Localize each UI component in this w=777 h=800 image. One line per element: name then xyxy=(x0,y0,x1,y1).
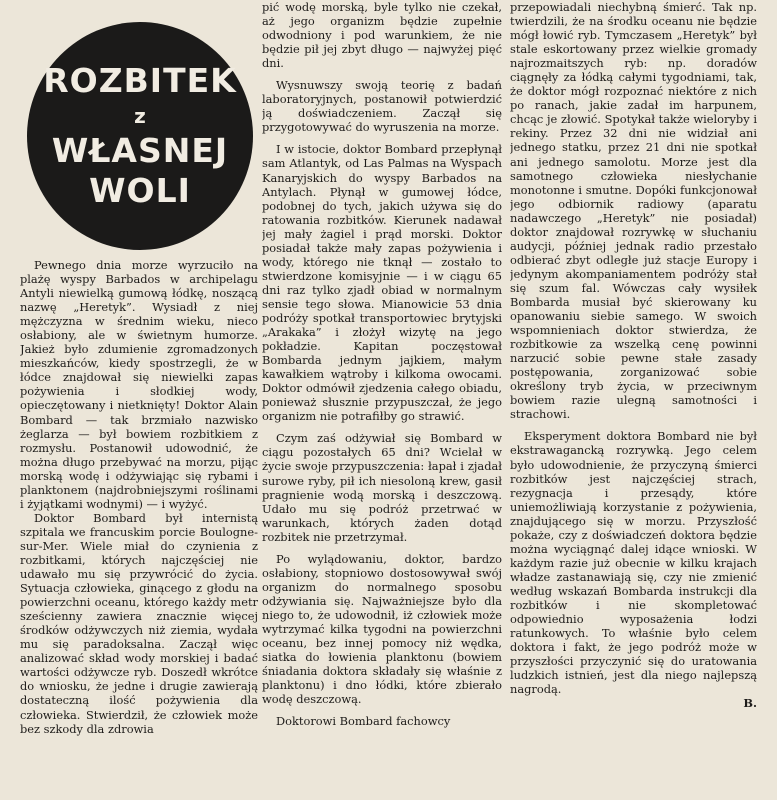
article-column-1 xyxy=(20,258,258,798)
headline-line-4: WOLI xyxy=(89,171,191,210)
paragraph: Doktorowi Bombard fachowcy xyxy=(276,714,451,729)
paragraph: pić wodę morską, byle tylko nie czekał, aż jego organizm będzie zupełnie odwodniony i pod warunkiem, że nie będzie pił jej zbyt długo — najwyżej pięć dni. xyxy=(262,0,502,71)
paragraph: Po wylądowaniu, doktor, bardzo osłabiony, stopniowo dostosowywał swój organizm do normalnego sposobu odżywiania się. Najważniejsze było dla niego to, że udowodnił, iż człowiek może wytrzymać kilka tygodni na powierzchni oceanu, bez innej pomocy niż wędka, siatka do łowienia planktonu (bowiem śniadania doktora składały się właśnie z planktonu) i dno łódki, które zbierało wodę deszczową. xyxy=(262,551,502,707)
paragraph: I w istocie, doktor Bombard przepłynął sam Atlantyk, od Las Palmas na Wyspach Kanaryjskich do wyspy Barbados na Antylach. Płynął w gumowej łódce, podobnej do tych, jakich używa się do ratowania rozbitków. Kierunek nadawał jej mały żagiel i prąd morski. Doktor posiadał także mały zapas pożywienia i wody, którego nie tknął — zostało to stwierdzone komisyjnie — i w ciągu 65 dni raz tylko zjadł obiad w normalnym sensie tego słowa. Mianowicie 53 dnia podróży spotkał transportowiec brytyjski „Arakaka” i złożył wizytę na jego pokładzie. Kapitan poczęstował Bombarda jednym jajkiem, małym kawałkiem wątroby i kilkoma owocami. Doktor odmówił zjedzenia całego obiadu, ponieważ słusznie przypuszczał, że jego organizm nie potrafiłby go strawić. xyxy=(262,142,502,424)
headline-line-1: ROZBITEK xyxy=(43,61,237,100)
paragraph: Doktor Bombard był internistą szpitala we francuskim porcie Boulogne-sur-Mer. Wiele miał do czynienia z rozbitkami, których najczęściej nie udawało mu się przywrócić do życia. Sytuacja człowieka, ginącego z głodu na powierzchni oceanu, którego każdy metr sześcienny zawiera znacznie więcej środków odżywczych niż ziemia, wydała mu się paradoksalna. Zaczął więc analizować skład wody morskiej i badać wartości odżywcze ryb. Doszedł wkrótce do wniosku, że jedne i drugie zawierają dostateczną ilość pożywienia dla człowieka. Stwierdził, że człowiek może bez szkody dla zdrowia xyxy=(20,510,258,736)
article-column-2 xyxy=(262,0,502,800)
headline-line-3: WŁASNEJ xyxy=(51,131,229,170)
paragraph: przepowiadali niechybną śmierć. Tak np. twierdzili, że na środku oceanu nie będzie mógł łowić ryb. Tymczasem „Heretyk” był stale eskortowany przez wielkie gromady najrozmaitszych ryb: np. doradów ciągnęły za łódką całymi tygodniami, tak, że doktor mógł rozpoznać niektóre z nich po ranach, jakie zadał im harpunem, chcąc je złowić. Spotykał także wieloryby i rekiny. Przez 32 dni nie widział ani jednego statku, przez 21 dni nie spotkał ani jednego samolotu. Morze jest dla samotnego człowieka niesłychanie monotonne i smutne. Dopóki funkcjonował jego odbiornik radiowy (aparatu nadawczego „Heretyk” nie posiadał) doktor znajdował rozrywkę w słuchaniu audycji, później jednak radio przestało odbierać zbyt odległe już stacje Europy i jedynym akompaniamentem podróży stał się szum fal. Wówczas cały wysiłek Bombarda musiał być skierowany ku opanowaniu siebie samego. W swoich wspomnieniach doktor stwierdza, że rozbitkowie za wszelką cenę powinni narzucić sobie pewne stałe zasady postępowania, zorganizować sobie określony tryb życia, w przeciwnym bowiem razie ulegną samotności i strachowi. xyxy=(510,0,757,422)
headline-line-2: z xyxy=(134,104,146,128)
author-signature: B. xyxy=(743,696,757,711)
paragraph: Eksperyment doktora Bombard nie był ekstrawagancką rozrywką. Jego celem było udowodnienie, że przyczyną śmierci rozbitków jest najczęściej strach, rezygnacja i przesądy, które uniemożliwiają korzystanie z pożywienia, znajdującego się w morzu. Przyszłość pokaże, czy z doświadczeń doktora będzie można wyciągnąć dalej idące wnioski. W każdym razie już obecnie w kilku krajach władze zastanawiają się, czy nie zmienić według wskazań Bombarda instrukcji dla rozbitków i nie skompletować odpowiednio wyposażenia łodzi ratunkowych. To właśnie było celem doktora i fakt, że jego podróż może w przyszłości przyczynić się do uratowania ludzkich istnień, jest dla niego najlepszą nagrodą. xyxy=(510,429,757,697)
article-column-3 xyxy=(510,0,757,800)
paragraph: Pewnego dnia morze wyrzuciło na plażę wyspy Barbados w archipelagu Antyli niewielką gumową łódkę, noszącą nazwę „Heretyk”. Wysiadł z niej mężczyzna w średnim wieku, nieco osłabiony, ale w świetnym humorze. Jakież było zdumienie zgromadzonych mieszkańców, kiedy spostrzegli, że w łódce znajdował się niewielki zapas pożywienia i słodkiej wody, opieczętowany i nietknięty! Doktor Alain Bombard — tak brzmiało nazwisko żeglarza — był bowiem rozbitkiem z rozmysłu. Postanowił udowodnić, że można długo przebywać na morzu, pijąc morską wodę i odżywiając się rybami i planktonem (najdrobniejszymi roślinami i żyjątkami wodnymi) — i wyżyć. xyxy=(20,258,258,511)
headline-disc xyxy=(27,22,253,250)
paragraph: Czym zaś odżywiał się Bombard w ciągu pozostałych 65 dni? Wcielał w życie swoje przypuszczenia: łapał i zjadał surowe ryby, pił ich niesoloną krew, gasił pragnienie wodą morską i deszczową. Udało mu się podróż przetrwać w warunkach, których żaden dotąd rozbitek nie przetrzymał. xyxy=(262,431,502,544)
paragraph: Wysnuwszy swoją teorię z badań laboratoryjnych, postanowił potwierdzić ją doświadczeniem. Zaczął się przygotowywać do wyruszenia na morze. xyxy=(262,78,502,135)
